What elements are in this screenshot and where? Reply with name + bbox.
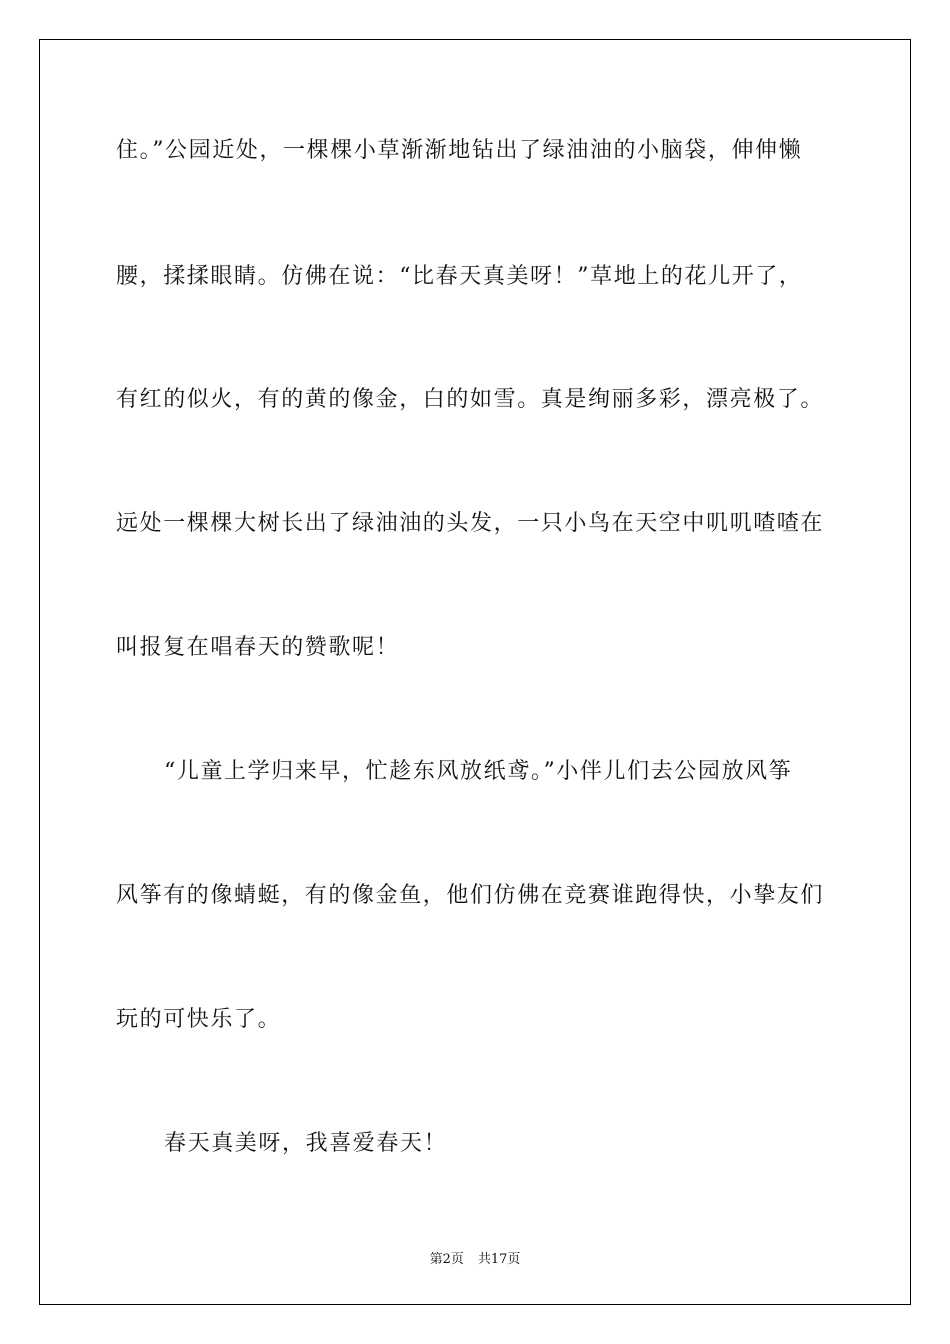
- text-line-7: 风筝有的像蜻蜓，有的像金鱼，他们仿佛在竞赛谁跑得快，小挚友们: [116, 883, 825, 908]
- page-footer: [0, 1248, 950, 1267]
- text-line-5: 叫报复在唱春天的赞歌呢！: [116, 635, 400, 660]
- text-line-2: 腰，揉揉眼睛。仿佛在说：“比春天真美呀！”草地上的花儿开了，: [116, 264, 803, 289]
- total-pages: 共17页: [477, 1252, 521, 1267]
- text-line-9: 春天真美呀，我喜爱春天！: [164, 1131, 448, 1156]
- text-line-8: 玩的可快乐了。: [116, 1007, 282, 1032]
- text-line-1: 住。”公园近处，一棵棵小草渐渐地钻出了绿油油的小脑袋，伸伸懒: [116, 138, 803, 163]
- page-border: [39, 39, 911, 1305]
- text-line-3: 有红的似火，有的黄的像金，白的如雪。真是绚丽多彩，漂亮极了。: [116, 387, 825, 412]
- page-number: 第2页: [429, 1252, 464, 1267]
- text-line-4: 远处一棵棵大树长出了绿油油的头发，一只小鸟在天空中叽叽喳喳在: [116, 511, 825, 536]
- text-line-6: “儿童上学归来早，忙趁东风放纸鸢。”小伴儿们去公园放风筝: [164, 759, 793, 784]
